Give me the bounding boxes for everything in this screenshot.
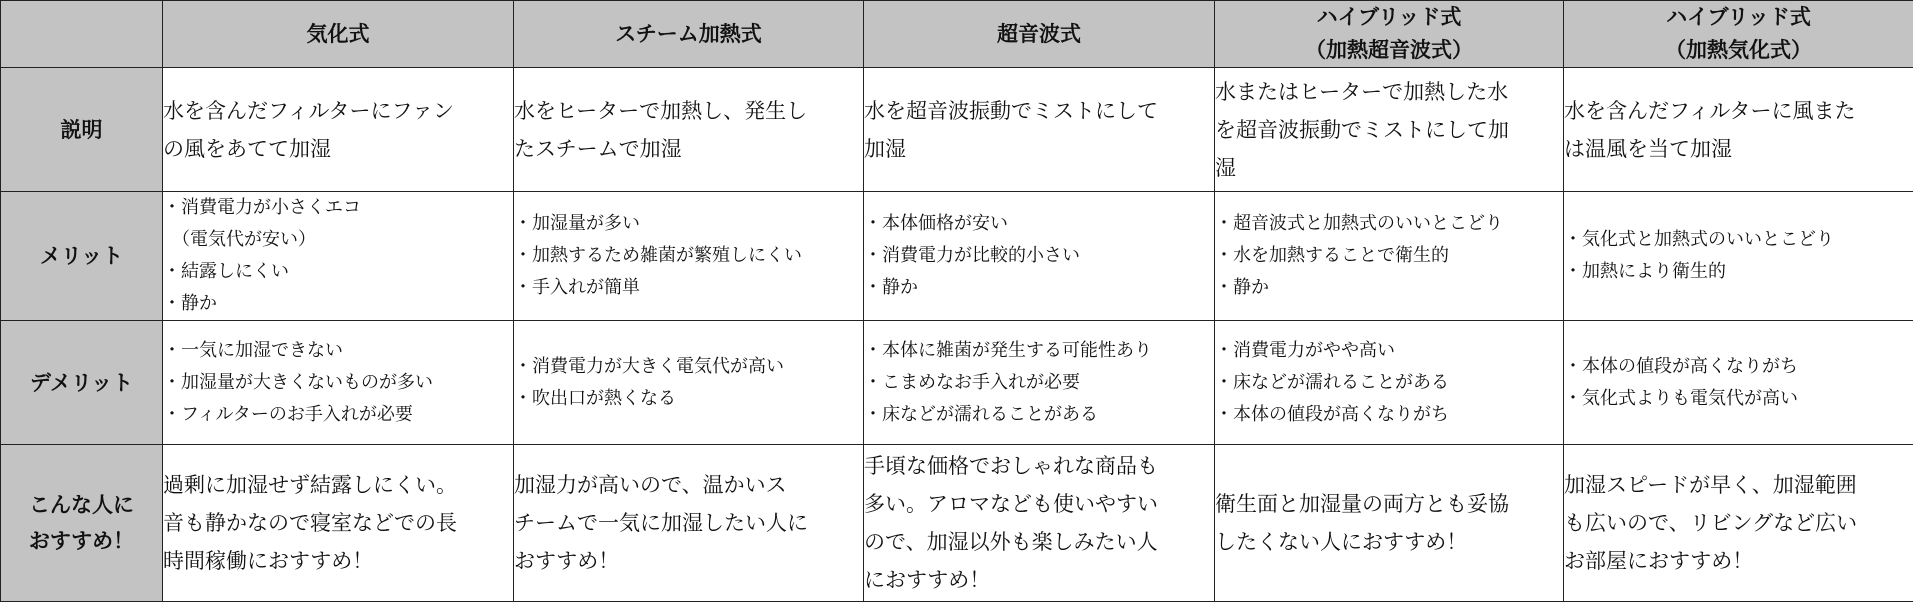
table-row	[1, 192, 1913, 321]
table-cell: ・消費電力が大きく電気代が高い ・吹出口が熱くなる	[514, 321, 864, 445]
header-row	[1, 1, 1913, 68]
table-row	[1, 445, 1913, 602]
table-cell: 手頃な価格でおしゃれな商品も 多い。アロマなども使いやすい ので、加湿以外も楽しみたい人 におすすめ！	[864, 445, 1215, 602]
column-header: ハイブリッド式 （加熱気化式）	[1564, 1, 1913, 68]
table-cell: ・消費電力がやや高い ・床などが濡れることがある ・本体の値段が高くなりがち	[1215, 321, 1564, 445]
column-header: 気化式	[163, 1, 514, 68]
table-cell: 水を含んだフィルターに風また は温風を当て加湿	[1564, 68, 1913, 192]
table-cell: 過剰に加湿せず結露しにくい。 音も静かなので寝室などでの長 時間稼働におすすめ！	[163, 445, 514, 602]
table-cell: ・消費電力が小さくエコ （電気代が安い） ・結露しにくい ・静か	[163, 192, 514, 321]
row-header: メリット	[1, 192, 163, 321]
column-header: ハイブリッド式 （加熱超音波式）	[1215, 1, 1564, 68]
column-header: 超音波式	[864, 1, 1215, 68]
table-cell: 水またはヒーターで加熱した水 を超音波振動でミストにして加 湿	[1215, 68, 1564, 192]
table-row	[1, 68, 1913, 192]
table-cell: ・一気に加湿できない ・加湿量が大きくないものが多い ・フィルターのお手入れが必要	[163, 321, 514, 445]
table-cell: ・加湿量が多い ・加熱するため雑菌が繁殖しにくい ・手入れが簡単	[514, 192, 864, 321]
corner-cell	[1, 1, 163, 68]
table-cell: 水をヒーターで加熱し、発生し たスチームで加湿	[514, 68, 864, 192]
table-cell: ・本体の値段が高くなりがち ・気化式よりも電気代が高い	[1564, 321, 1913, 445]
row-header: こんな人に おすすめ！	[1, 445, 163, 602]
row-header: 説明	[1, 68, 163, 192]
table-cell: 加湿スピードが早く、加湿範囲 も広いので、リビングなど広い お部屋におすすめ！	[1564, 445, 1913, 602]
column-header: スチーム加熱式	[514, 1, 864, 68]
table-cell: 水を含んだフィルターにファン の風をあてて加湿	[163, 68, 514, 192]
table-cell: ・本体価格が安い ・消費電力が比較的小さい ・静か	[864, 192, 1215, 321]
table-row	[1, 321, 1913, 445]
table-cell: 衛生面と加湿量の両方とも妥協 したくない人におすすめ！	[1215, 445, 1564, 602]
table-cell: 加湿力が高いので、温かいス チームで一気に加湿したい人に おすすめ！	[514, 445, 864, 602]
table-cell: 水を超音波振動でミストにして 加湿	[864, 68, 1215, 192]
row-header: デメリット	[1, 321, 163, 445]
table-cell: ・超音波式と加熱式のいいとこどり ・水を加熱することで衛生的 ・静か	[1215, 192, 1564, 321]
table-cell: ・本体に雑菌が発生する可能性あり ・こまめなお手入れが必要 ・床などが濡れることがある	[864, 321, 1215, 445]
table-cell: ・気化式と加熱式のいいとこどり ・加熱により衛生的	[1564, 192, 1913, 321]
